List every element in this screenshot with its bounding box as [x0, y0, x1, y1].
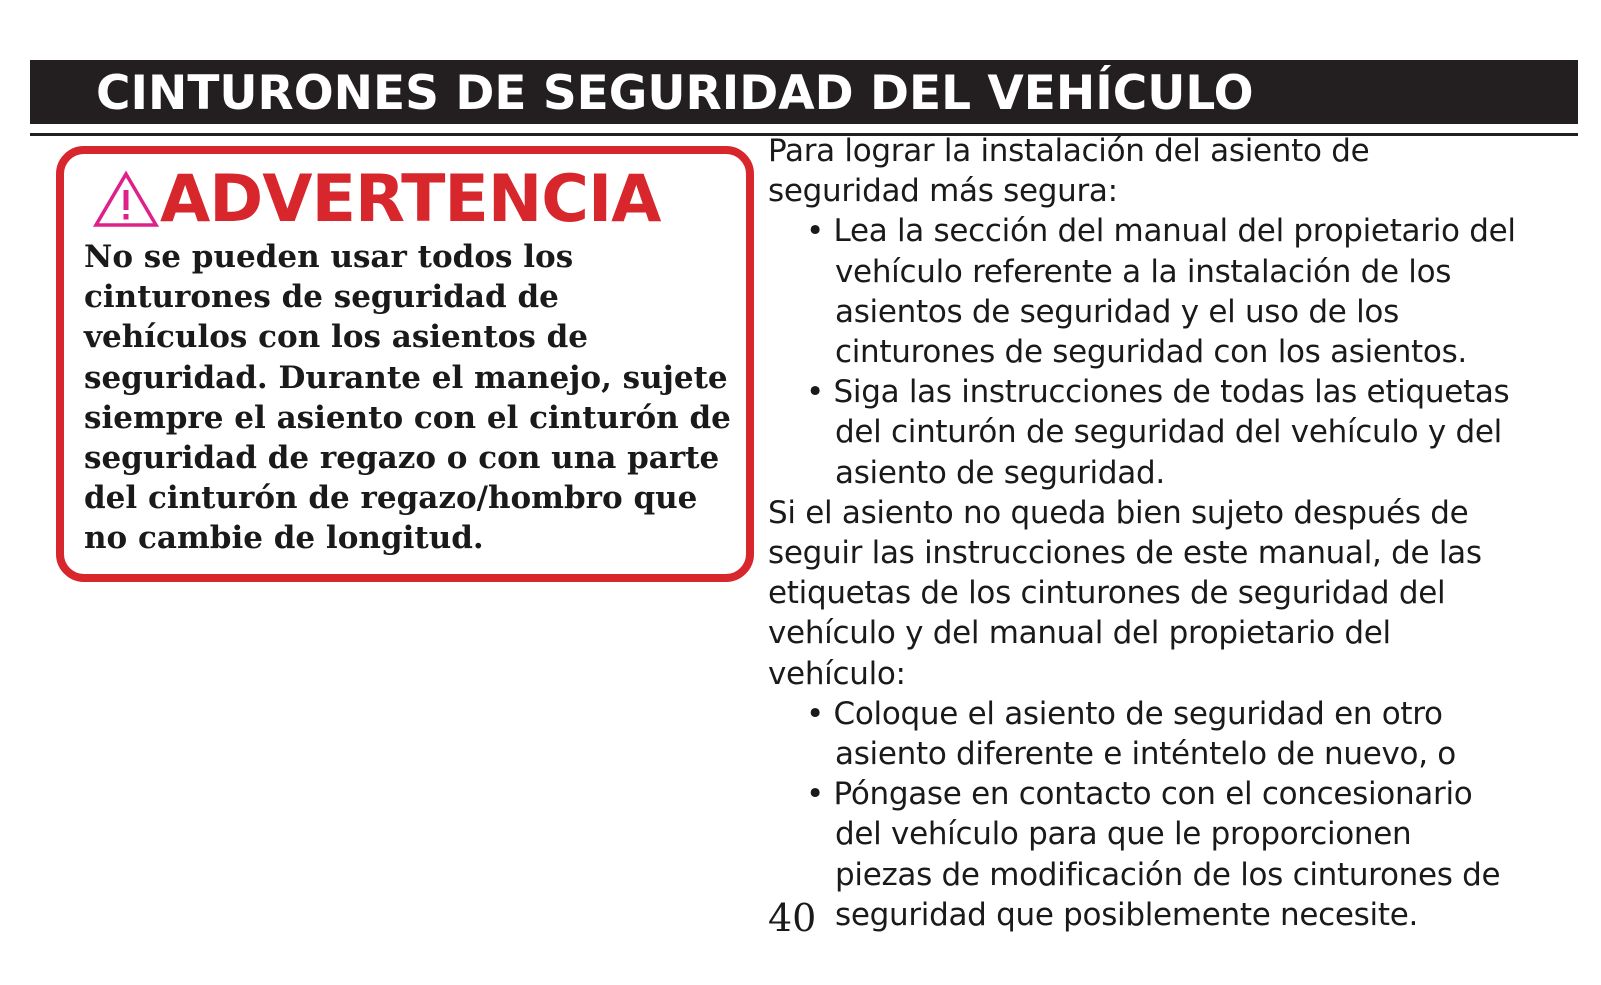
warning-heading [92, 162, 660, 238]
warning-line: vehículos con los asientos de [84, 319, 588, 356]
bullet-continuation: vehículo referente a la instalación de los [835, 253, 1452, 290]
warning-title: ADVERTENCIA [160, 162, 661, 237]
bullet-continuation: asiento diferente e inténtelo de nuevo, o [835, 736, 1456, 773]
paragraph-line: vehículo: [768, 655, 906, 692]
bullet-item: • Lea la sección del manual del propietario del [806, 213, 1516, 250]
warning-triangle-icon [92, 170, 160, 230]
warning-line: del cinturón de regazo/hombro que [84, 480, 698, 517]
bullet-continuation: seguridad que posiblemente necesite. [835, 896, 1419, 933]
warning-line: seguridad. Durante el manejo, sujete [84, 359, 728, 396]
bullet-continuation: del cinturón de seguridad del vehículo y del [835, 414, 1502, 451]
paragraph-line: etiquetas de los cinturones de seguridad del [768, 575, 1446, 612]
bullet-item: • Coloque el asiento de seguridad en otro [806, 695, 1443, 732]
page-number: 40 [768, 896, 817, 940]
warning-line: cinturones de seguridad de [84, 279, 559, 316]
bullet-continuation: del vehículo para que le proporcionen [835, 816, 1412, 853]
warning-line: siempre el asiento con el cinturón de [84, 399, 731, 436]
paragraph-line: vehículo y del manual del propietario del [768, 615, 1391, 652]
page-title: CINTURONES DE SEGURIDAD DEL VEHÍCULO [96, 66, 1254, 121]
warning-line: no cambie de longitud. [84, 520, 484, 557]
bullet-item: • Póngase en contacto con el concesionario [806, 776, 1473, 813]
bullet-continuation: asiento de seguridad. [835, 454, 1165, 491]
warning-text [84, 237, 734, 559]
paragraph-line: seguir las instrucciones de este manual, de las [768, 535, 1482, 572]
bullet-item: • Siga las instrucciones de todas las etiquetas [806, 374, 1510, 411]
warning-line: seguridad de regazo o con una parte [84, 440, 720, 477]
paragraph-line: Si el asiento no queda bien sujeto después de [768, 494, 1469, 531]
bullet-continuation: piezas de modificación de los cinturones de [835, 856, 1501, 893]
bullet-continuation: cinturones de seguridad con los asientos. [835, 334, 1467, 371]
bullet-continuation: asientos de seguridad y el uso de los [835, 293, 1399, 330]
instructions-column [768, 131, 1568, 935]
warning-line: No se pueden usar todos los [84, 239, 574, 275]
intro-line: Para lograr la instalación del asiento de [768, 133, 1370, 169]
intro-line: seguridad más segura: [768, 173, 1118, 210]
